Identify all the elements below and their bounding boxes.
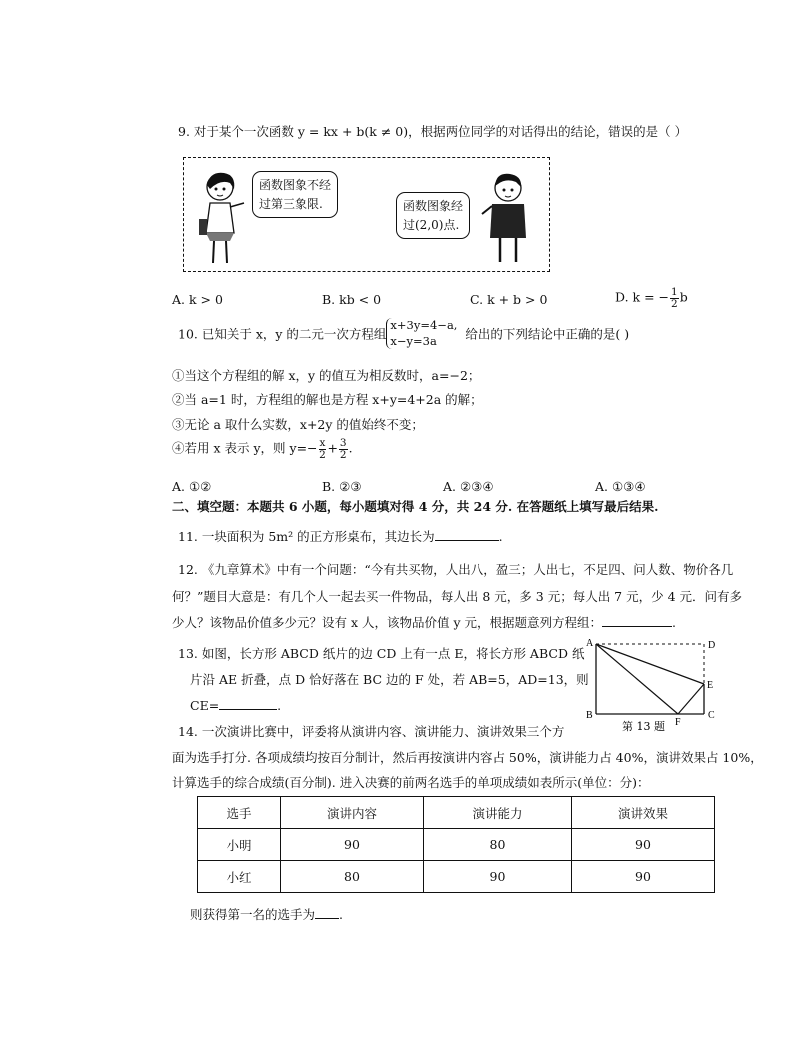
q10-option-b: B. ②③ — [322, 479, 362, 494]
fraction-denominator: 2 — [319, 448, 326, 461]
fraction-numerator: x — [319, 437, 326, 449]
table-cell: 小红 — [198, 861, 281, 893]
label-f: F — [675, 717, 681, 728]
label-e: E — [707, 680, 714, 691]
q14-line-2: 面为选手打分. 各项成绩均按百分制计，然后再按演讲内容占 50%，演讲能力占 40%，演讲效果占 10%， — [172, 750, 763, 765]
table-cell: 90 — [572, 829, 715, 861]
q13-rectangle-figure — [586, 636, 726, 736]
q13-line-3 — [190, 697, 281, 713]
bubble-left-line-1: 函数图象不经 — [259, 178, 332, 192]
q14-line-3: 计算选手的综合成绩(百分制). 进入决赛的前两名选手的单项成绩如表所示(单位：分)： — [172, 775, 650, 790]
section-2-heading: 二、填空题：本题共 6 小题，每小题填对得 4 分，共 24 分. 在答题纸上填写最后结果. — [172, 499, 659, 514]
q10-statement-3: ③无论 a 取什么实数，x+2y 的值始终不变； — [172, 417, 424, 432]
table-cell: 80 — [281, 861, 424, 893]
table-header-cell: 演讲效果 — [572, 797, 715, 829]
q10-s4-fraction-1 — [319, 438, 327, 460]
table-header-cell: 选手 — [198, 797, 281, 829]
q11-answer-blank[interactable] — [435, 528, 499, 541]
table-cell: 90 — [281, 829, 424, 861]
q12-end: . — [672, 615, 676, 630]
q14-answer-line — [190, 905, 343, 923]
q10-statement-2: ②当 a=1 时，方程组的解也是方程 x+y=4+2a 的解； — [172, 392, 483, 407]
q9-option-a: A. k > 0 — [172, 292, 223, 307]
q11-end: . — [498, 529, 503, 544]
fraction-numerator: 3 — [339, 437, 347, 449]
table-row — [198, 829, 715, 861]
q9-option-d-fraction — [670, 287, 679, 309]
table-header-cell: 演讲能力 — [424, 797, 572, 829]
q10-s4-prefix: ④若用 x 表示 y，则 y=− — [172, 440, 318, 456]
q9-option-d — [615, 287, 688, 309]
q12-line-1: 12. 《九章算术》中有一个问题：“今有共买物，人出八，盈三；人出七，不足四、问人数、物价各几 — [178, 562, 734, 577]
table-header-cell: 演讲内容 — [281, 797, 424, 829]
table-cell: 80 — [424, 829, 572, 861]
figure-caption: 第 13 题 — [622, 720, 665, 733]
q9-option-b: B. kb < 0 — [322, 292, 382, 307]
q12-line-2: 何？”题目大意是：有几个人一起去买一件物品，每人出 8 元，多 3 元；每人出 7 元，少 4 元．问有多 — [172, 589, 742, 604]
fraction-denominator: 2 — [339, 448, 347, 461]
q10-s4-suffix: . — [348, 440, 353, 456]
q12-line-3-text: 少人？该物品价值多少元？设有 x 人，该物品价值 y 元，根据题意列方程组： — [172, 615, 603, 630]
fraction-denominator: 2 — [671, 297, 678, 310]
q9-option-c: C. k + b > 0 — [470, 292, 548, 307]
q12-answer-blank[interactable] — [602, 614, 672, 627]
q13-end: . — [277, 698, 282, 713]
q13-line-1: 13. 如图，长方形 ABCD 纸片的边 CD 上有一点 E，将长方形 ABCD 纸 — [178, 646, 585, 661]
q13-answer-blank[interactable] — [219, 697, 277, 710]
q14-answer-blank[interactable] — [315, 906, 339, 919]
q13-line-3-text: CE= — [190, 698, 220, 713]
q14-score-table — [197, 796, 715, 893]
q10-option-d: A. ①③④ — [595, 479, 646, 494]
q9-option-d-prefix: D. k = − — [615, 289, 669, 305]
table-cell: 90 — [424, 861, 572, 893]
q14-line-1: 14. 一次演讲比赛中，评委将从演讲内容、演讲能力、演讲效果三个方 — [178, 724, 565, 739]
label-b: B — [586, 710, 593, 721]
q10-stem-start: 10. 已知关于 x，y 的二元一次方程组 — [178, 326, 387, 342]
fraction-numerator: 1 — [671, 286, 678, 298]
label-a: A — [586, 638, 594, 649]
table-row — [198, 861, 715, 893]
q10-s4-plus: + — [327, 440, 338, 456]
bubble-left-line-2: 过第三象限. — [259, 196, 323, 211]
q14-end: . — [339, 907, 343, 922]
boy-speech-bubble — [396, 192, 470, 239]
q10-option-a: A. ①② — [172, 479, 212, 494]
q11-text: 11. 一块面积为 5m² 的正方形桌布，其边长为 — [178, 529, 435, 544]
q10-statement-1: ①当这个方程组的解 x，y 的值互为相反数时，a=−2； — [172, 368, 481, 383]
bubble-right-line-2: 过(2,0)点. — [403, 217, 460, 232]
table-header-row — [198, 797, 715, 829]
label-d: D — [708, 640, 716, 651]
q10-equation-1: x+3y=4−a, — [390, 318, 458, 332]
q10-equation-system — [386, 318, 457, 349]
q10-stem — [178, 318, 629, 349]
q10-equation-2: x−y=3a — [390, 333, 437, 348]
q9-stem: 9. 对于某个一次函数 y = kx + b(k ≠ 0)，根据两位同学的对话得出的结论，错误的是（ ） — [178, 124, 688, 139]
q9-option-d-suffix: b — [679, 289, 688, 305]
table-cell: 90 — [572, 861, 715, 893]
boy-illustration-icon — [480, 170, 536, 266]
q10-option-c: A. ②③④ — [443, 479, 494, 494]
q10-statement-4 — [172, 438, 353, 460]
bubble-right-line-1: 函数图象经 — [403, 199, 464, 213]
q12-line-3 — [172, 613, 676, 631]
label-c: C — [708, 710, 715, 721]
table-cell: 小明 — [198, 829, 281, 861]
q10-stem-end: 给出的下列结论中正确的是( ) — [465, 326, 630, 342]
q14-answer-text: 则获得第一名的选手为 — [190, 907, 316, 922]
q13-line-2: 片沿 AE 折叠，点 D 恰好落在 BC 边的 F 处，若 AB=5，AD=13，则 — [190, 672, 589, 687]
q10-s4-fraction-2 — [339, 438, 348, 460]
q11 — [178, 527, 503, 545]
girl-illustration-icon — [196, 167, 248, 267]
girl-speech-bubble — [252, 171, 338, 218]
